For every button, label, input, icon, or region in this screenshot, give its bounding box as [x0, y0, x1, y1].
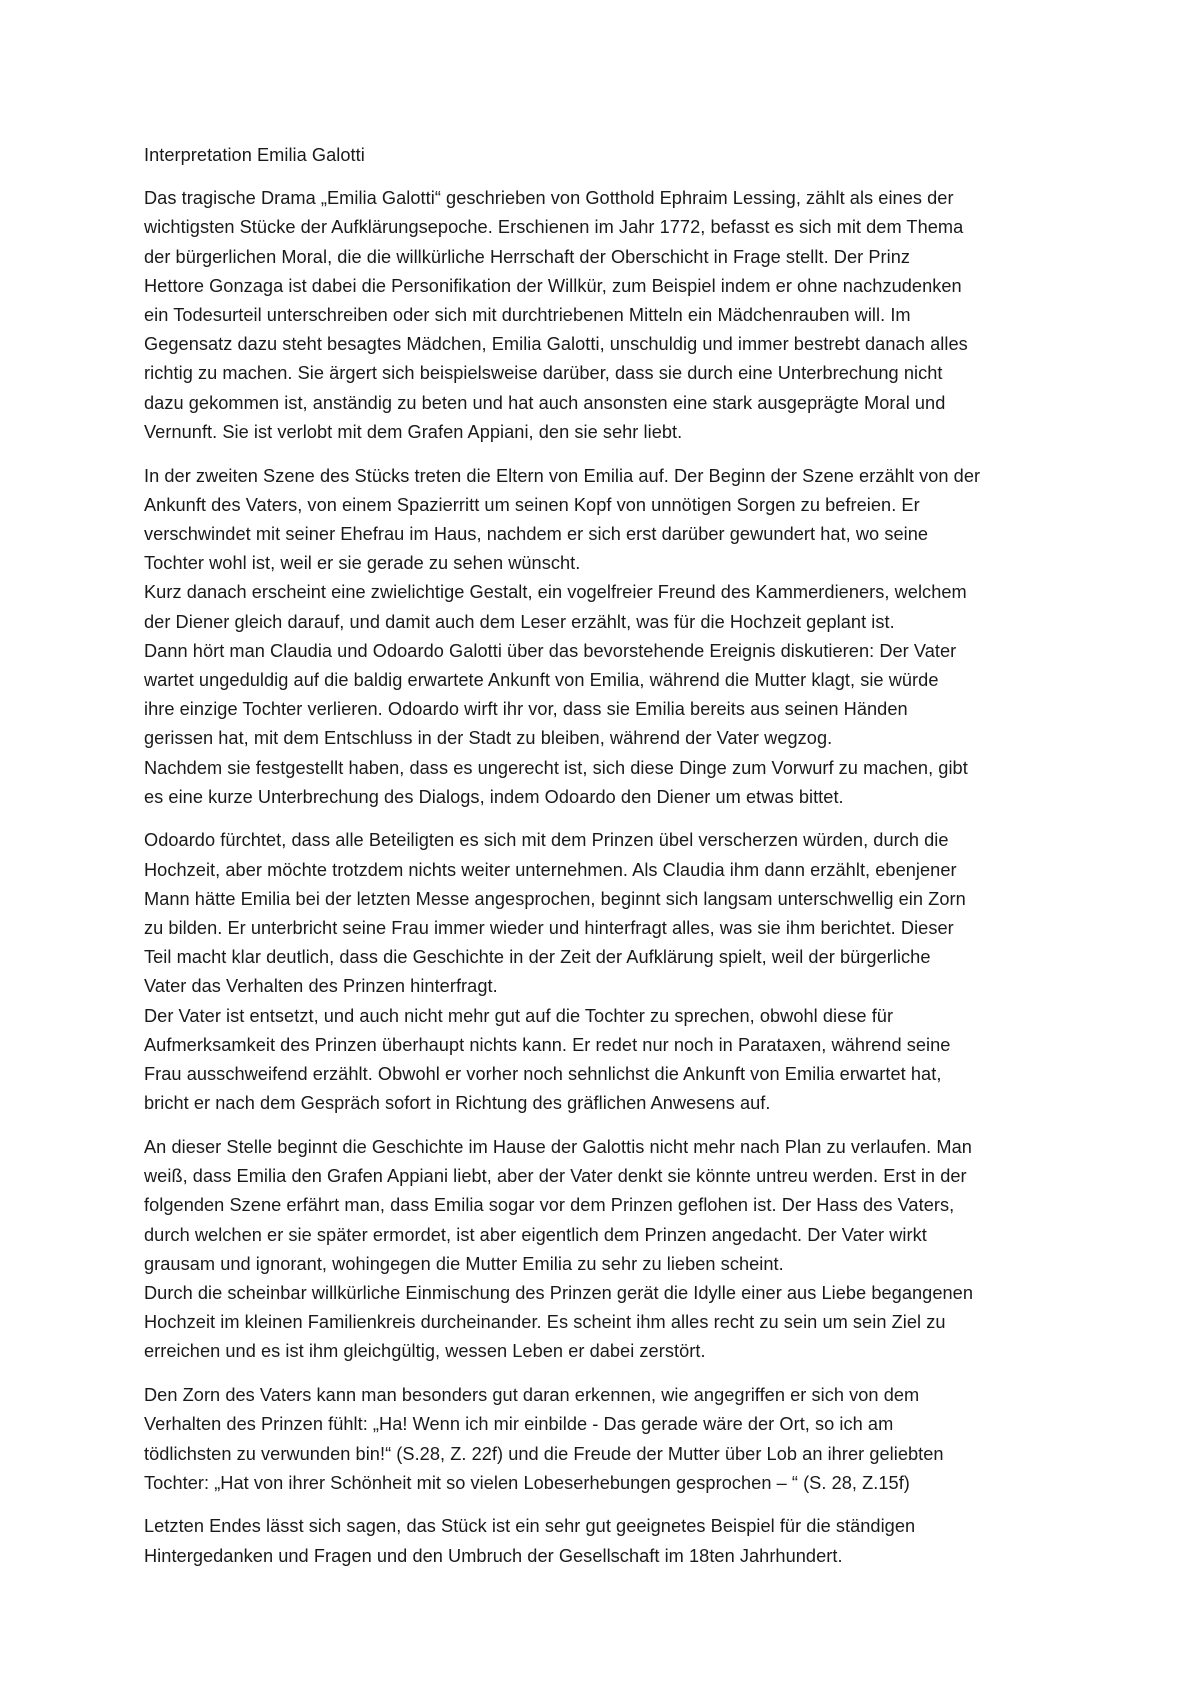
text-line: Gegensatz dazu steht besagtes Mädchen, Emilia Galotti, unschuldig und immer bestrebt danach alles	[144, 334, 968, 355]
text-line: Dann hört man Claudia und Odoardo Galotti über das bevorstehende Ereignis diskutieren: Der Vater	[144, 640, 957, 661]
text-line: Vater das Verhalten des Prinzen hinterfragt.	[144, 976, 498, 997]
text-line: Letzten Endes lässt sich sagen, das Stück ist ein sehr gut geeignetes Beispiel für die ständigen	[144, 1516, 916, 1537]
text-line: ihre einzige Tochter verlieren. Odoardo wirft ihr vor, dass sie Emilia bereits aus seinen Händen	[144, 699, 908, 720]
text-line: durch welchen er sie später ermordet, ist aber eigentlich dem Prinzen angedacht. Der Vater wirkt	[144, 1224, 927, 1245]
text-line: Aufmerksamkeit des Prinzen überhaupt nichts kann. Er redet nur noch in Parataxen, während seine	[144, 1034, 951, 1055]
text-line: der bürgerlichen Moral, die die willkürliche Herrschaft der Oberschicht in Frage stellt. Der Prinz	[144, 246, 911, 267]
text-line: weiß, dass Emilia den Grafen Appiani liebt, aber der Vater denkt sie könnte untreu werden. Erst in der	[144, 1166, 967, 1187]
text-line: tödlichsten zu verwunden bin!“ (S.28, Z. 22f) und die Freude der Mutter über Lob an ihrer geliebten	[144, 1443, 944, 1464]
text-line: Das tragische Drama „Emilia Galotti“ geschrieben von Gotthold Ephraim Lessing, zählt als eines der	[144, 188, 954, 209]
document-body	[144, 141, 1044, 1585]
paragraph	[144, 184, 1044, 447]
text-line: ein Todesurteil unterschreiben oder sich mit durchtriebenen Mitteln ein Mädchenrauben will. Im	[144, 305, 911, 326]
text-line: An dieser Stelle beginnt die Geschichte im Hause der Galottis nicht mehr nach Plan zu verlaufen. Man	[144, 1137, 972, 1157]
text-line: Hochzeit im kleinen Familienkreis durcheinander. Es scheint ihm alles recht zu sein um sein Ziel zu	[144, 1312, 946, 1333]
text-line: Tochter: „Hat von ihrer Schönheit mit so vielen Lobeserhebungen gesprochen – “ (S. 28, Z.15f)	[144, 1472, 910, 1493]
text-line: richtig zu machen. Sie ärgert sich beispielsweise darüber, dass sie durch eine Unterbrechung nicht	[144, 363, 943, 384]
text-line: grausam und ignorant, wohingegen die Mutter Emilia zu sehr zu lieben scheint.	[144, 1253, 784, 1274]
text-line: folgenden Szene erfährt man, dass Emilia sogar vor dem Prinzen geflohen ist. Der Hass des Vaters,	[144, 1195, 955, 1216]
text-line: Der Vater ist entsetzt, und auch nicht mehr gut auf die Tochter zu sprechen, obwohl diese für	[144, 1005, 894, 1026]
paragraph	[144, 1133, 1044, 1367]
text-line: gerissen hat, mit dem Entschluss in der Stadt zu bleiben, während der Vater wegzog.	[144, 728, 833, 749]
text-line: wartet ungeduldig auf die baldig erwartete Ankunft von Emilia, während die Mutter klagt, sie würde	[144, 669, 939, 690]
text-line: Tochter wohl ist, weil er sie gerade zu sehen wünscht.	[144, 553, 581, 574]
text-line: es eine kurze Unterbrechung des Dialogs, indem Odoardo den Diener um etwas bittet.	[144, 786, 844, 807]
text-line: der Diener gleich darauf, und damit auch dem Leser erzählt, was für die Hochzeit geplant ist.	[144, 611, 895, 632]
text-line: verschwindet mit seiner Ehefrau im Haus, nachdem er sich erst darüber gewundert hat, wo seine	[144, 523, 929, 544]
text-line: Kurz danach erscheint eine zwielichtige Gestalt, ein vogelfreier Freund des Kammerdieners, welchem	[144, 582, 967, 603]
text-line: Durch die scheinbar willkürliche Einmischung des Prinzen gerät die Idylle einer aus Liebe begangenen	[144, 1283, 973, 1304]
text-line: Frau ausschweifend erzählt. Obwohl er vorher noch sehnlichst die Ankunft von Emilia erwartet hat,	[144, 1064, 942, 1085]
text-line: erreichen und es ist ihm gleichgültig, wessen Leben er dabei zerstört.	[144, 1341, 706, 1362]
paragraph	[144, 826, 1044, 1118]
paragraph-container	[144, 184, 1044, 1571]
text-line: Hintergedanken und Fragen und den Umbruch der Gesellschaft im 18ten Jahrhundert.	[144, 1545, 843, 1566]
text-line: Den Zorn des Vaters kann man besonders gut daran erkennen, wie angegriffen er sich von dem	[144, 1385, 920, 1406]
text-line: Mann hätte Emilia bei der letzten Messe angesprochen, beginnt sich langsam unterschwellig ein Zorn	[144, 888, 966, 909]
paragraph	[144, 1381, 1044, 1498]
text-line: Teil macht klar deutlich, dass die Geschichte in der Zeit der Aufklärung spielt, weil der bürgerliche	[144, 947, 931, 968]
text-line: Nachdem sie festgestellt haben, dass es ungerecht ist, sich diese Dinge zum Vorwurf zu machen, gibt	[144, 757, 968, 778]
text-line: wichtigsten Stücke der Aufklärungsepoche. Erschienen im Jahr 1772, befasst es sich mit dem Thema	[144, 217, 964, 238]
text-line: zu bilden. Er unterbricht seine Frau immer wieder und hinterfragt alles, was sie ihm berichtet. Dieser	[144, 918, 954, 939]
paragraph	[144, 1512, 1044, 1570]
document-title: Interpretation Emilia Galotti	[144, 145, 365, 165]
text-line: Odoardo fürchtet, dass alle Beteiligten es sich mit dem Prinzen übel verscherzen würden, durch die	[144, 830, 949, 851]
paragraph	[144, 462, 1044, 812]
text-line: Vernunft. Sie ist verlobt mit dem Grafen Appiani, den sie sehr liebt.	[144, 421, 683, 442]
text-line: dazu gekommen ist, anständig zu beten und hat auch ansonsten eine stark ausgeprägte Moral und	[144, 392, 946, 413]
text-line: Ankunft des Vaters, von einem Spazierritt um seinen Kopf von unnötigen Sorgen zu befreien. Er	[144, 494, 920, 515]
text-line: Verhalten des Prinzen fühlt: „Ha! Wenn ich mir einbilde - Das gerade wäre der Ort, so ich am	[144, 1414, 894, 1435]
text-line: Hettore Gonzaga ist dabei die Personifikation der Willkür, zum Beispiel indem er ohne nachzudenken	[144, 275, 962, 296]
text-line: In der zweiten Szene des Stücks treten die Eltern von Emilia auf. Der Beginn der Szene erzählt von der	[144, 465, 981, 486]
text-line: Hochzeit, aber möchte trotzdem nichts weiter unternehmen. Als Claudia ihm dann erzählt, ebenjener	[144, 859, 957, 880]
text-line: bricht er nach dem Gespräch sofort in Richtung des gräflichen Anwesens auf.	[144, 1093, 771, 1114]
